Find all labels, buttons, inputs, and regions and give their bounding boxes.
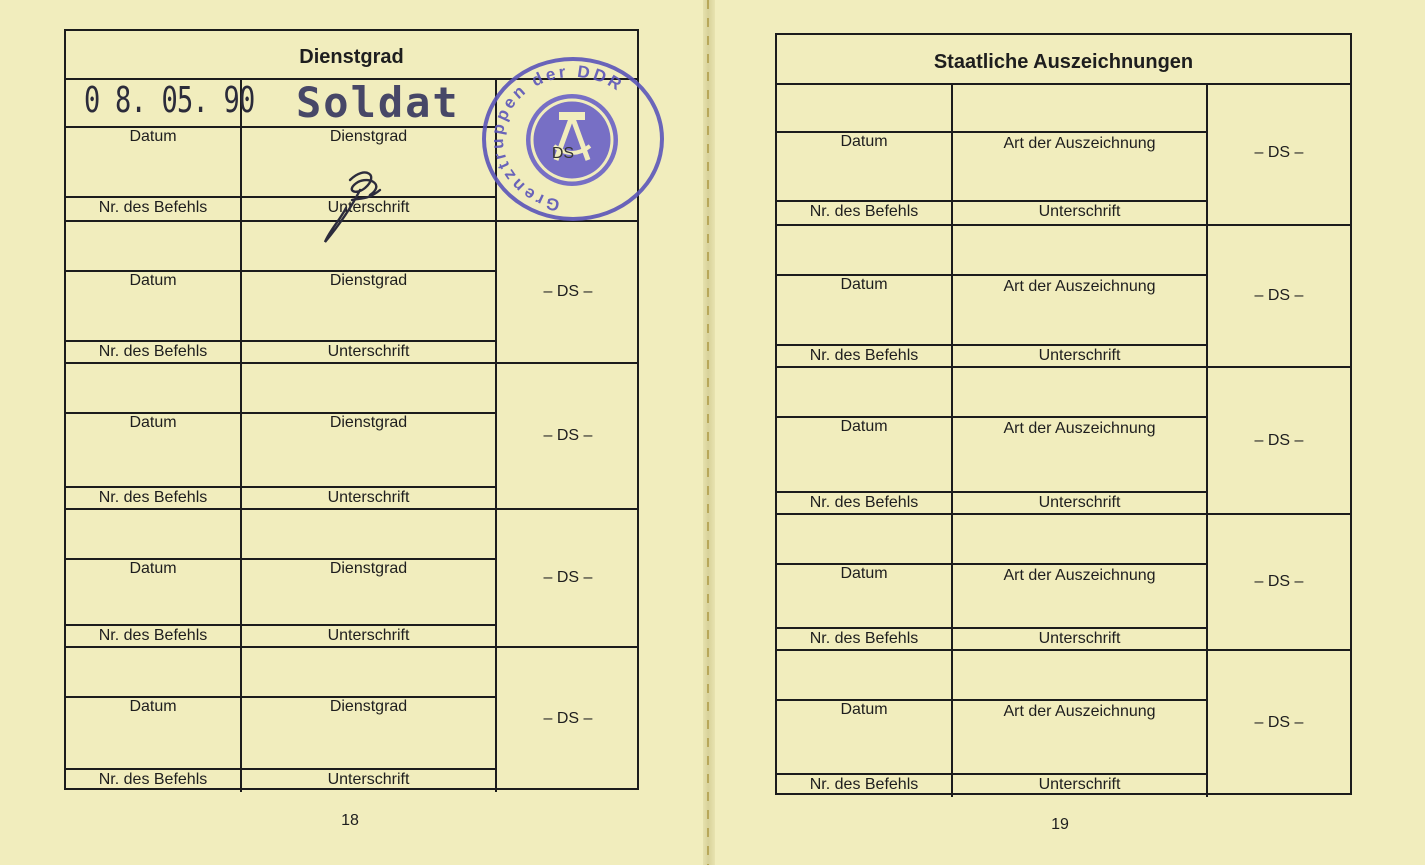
entry-date: 0 8. 05. 90	[84, 80, 255, 121]
ds-label: – DS –	[1254, 573, 1304, 590]
hammer-compass-icon	[526, 94, 618, 186]
auszeichnung-label: Art der Auszeichnung	[1003, 278, 1156, 295]
page-number-left: 18	[341, 812, 359, 829]
label-divider	[777, 200, 1206, 202]
award-row-3	[777, 366, 1350, 515]
label-divider	[777, 773, 1206, 775]
awards-table-title: Staatliche Auszeichnungen	[777, 35, 1350, 85]
unterschrift-label: Unterschrift	[327, 199, 410, 216]
befehl-nr-label: Nr. des Befehls	[98, 489, 208, 506]
ds-label: – DS –	[543, 427, 593, 444]
auszeichnung-label: Art der Auszeichnung	[1003, 703, 1156, 720]
ds-label: – DS –	[1254, 431, 1304, 449]
datum-label: Datum	[129, 698, 177, 715]
unterschrift-label: Unterschrift	[327, 489, 410, 506]
befehl-nr-label: Nr. des Befehls	[809, 347, 919, 364]
entry-rank-stamp: Soldat	[296, 78, 460, 127]
unterschrift-label: Unterschrift	[1038, 494, 1121, 511]
datum-label: Datum	[129, 128, 177, 145]
award-row-2	[777, 224, 1350, 368]
label-divider	[777, 627, 1206, 629]
datum-label: Datum	[840, 565, 888, 582]
label-divider	[66, 624, 495, 626]
dienstgrad-label: Dienstgrad	[329, 272, 408, 289]
unterschrift-label: Unterschrift	[1038, 776, 1121, 793]
dienstgrad-label: Dienstgrad	[329, 698, 408, 715]
datum-label: Datum	[129, 414, 177, 431]
book-spine	[703, 0, 715, 865]
befehl-nr-label: Nr. des Befehls	[809, 776, 919, 793]
dienstgrad-label: Dienstgrad	[329, 560, 408, 577]
befehl-nr-label: Nr. des Befehls	[98, 343, 208, 360]
ds-label: – DS –	[543, 569, 593, 586]
label-divider	[66, 486, 495, 488]
unterschrift-label: Unterschrift	[1038, 203, 1121, 220]
ds-label: – DS –	[543, 710, 593, 727]
award-row-4	[777, 513, 1350, 651]
label-divider	[777, 344, 1206, 346]
befehl-nr-label: Nr. des Befehls	[98, 771, 208, 788]
ds-label: – DS –	[1254, 287, 1304, 304]
unterschrift-label: Unterschrift	[1038, 347, 1121, 364]
datum-label: Datum	[129, 272, 177, 289]
unterschrift-label: Unterschrift	[327, 343, 410, 360]
rank-row-5	[66, 646, 637, 792]
ds-label: – DS –	[543, 283, 593, 300]
auszeichnung-label: Art der Auszeichnung	[1003, 135, 1156, 152]
unterschrift-label: Unterschrift	[327, 627, 410, 644]
label-divider	[66, 340, 495, 342]
ds-label: – DS –	[1254, 714, 1304, 731]
stamp-ds-label: DS	[551, 145, 575, 162]
awards-table	[775, 33, 1352, 795]
auszeichnung-label: Art der Auszeichnung	[1003, 567, 1156, 584]
datum-label: Datum	[129, 560, 177, 577]
unterschrift-label: Unterschrift	[1038, 630, 1121, 647]
spine-stitching	[707, 0, 709, 865]
ds-label: – DS –	[1254, 143, 1304, 161]
datum-label: Datum	[840, 133, 888, 150]
befehl-nr-label: Nr. des Befehls	[98, 199, 208, 216]
rank-table-title: Dienstgrad	[66, 31, 637, 80]
rank-row-3	[66, 362, 637, 510]
datum-label: Datum	[840, 701, 888, 718]
official-stamp	[482, 57, 664, 221]
befehl-nr-label: Nr. des Befehls	[809, 203, 919, 220]
award-row-5	[777, 649, 1350, 797]
stamp-emblem	[526, 94, 618, 186]
label-divider	[66, 768, 495, 770]
svg-text:Grenztruppen der DDR: Grenztruppen der DDR	[487, 61, 628, 215]
datum-label: Datum	[840, 276, 888, 293]
datum-label: Datum	[840, 418, 888, 435]
auszeichnung-label: Art der Auszeichnung	[1003, 420, 1156, 437]
signature	[310, 160, 400, 250]
befehl-nr-label: Nr. des Befehls	[98, 627, 208, 644]
dienstgrad-label: Dienstgrad	[329, 128, 408, 145]
befehl-nr-label: Nr. des Befehls	[809, 494, 919, 511]
dienstgrad-label: Dienstgrad	[329, 414, 408, 431]
label-divider	[777, 491, 1206, 493]
award-row-1	[777, 83, 1350, 224]
label-divider	[66, 196, 495, 198]
rank-row-4	[66, 508, 637, 648]
column-divider	[951, 368, 953, 515]
page-number-right: 19	[1051, 816, 1069, 833]
befehl-nr-label: Nr. des Befehls	[809, 630, 919, 647]
unterschrift-label: Unterschrift	[327, 771, 410, 788]
